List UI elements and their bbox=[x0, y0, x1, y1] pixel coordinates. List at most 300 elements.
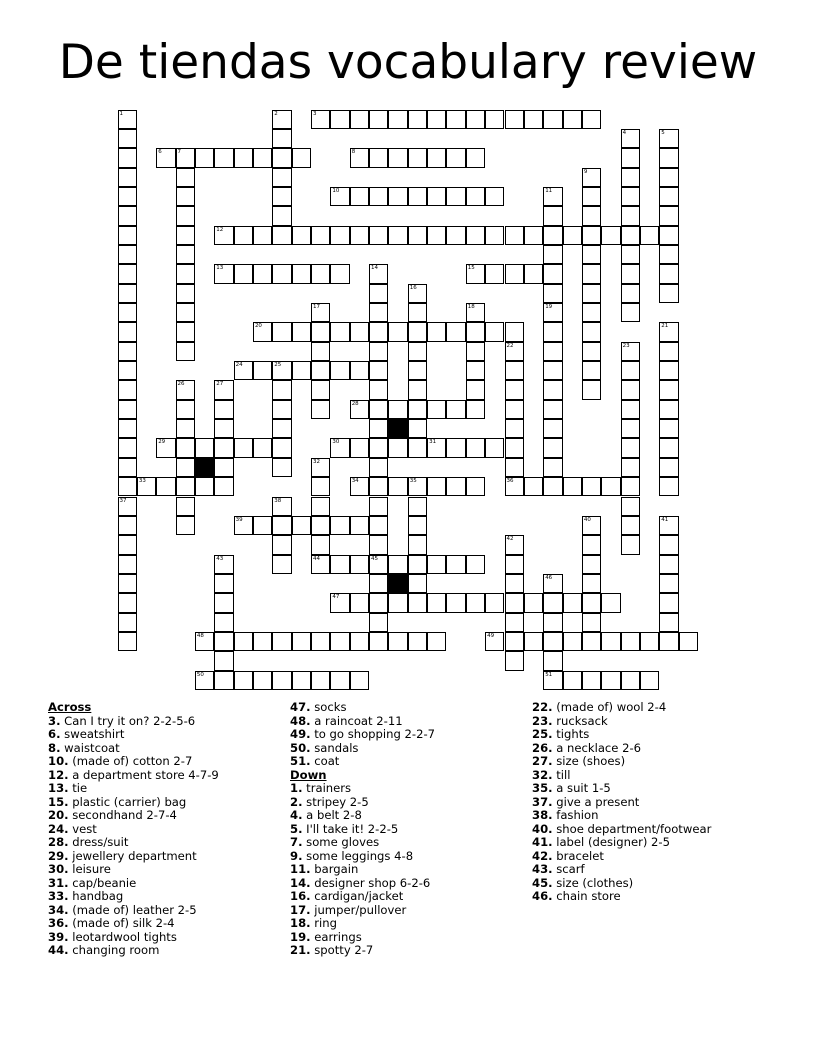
grid-cell[interactable] bbox=[253, 671, 272, 690]
grid-cell[interactable] bbox=[408, 574, 427, 593]
grid-cell[interactable] bbox=[505, 477, 524, 496]
grid-cell[interactable] bbox=[272, 458, 291, 477]
grid-cell[interactable] bbox=[408, 226, 427, 245]
grid-cell[interactable] bbox=[156, 148, 175, 167]
grid-cell[interactable] bbox=[543, 187, 562, 206]
grid-cell[interactable] bbox=[330, 516, 349, 535]
grid-cell[interactable] bbox=[272, 110, 291, 129]
grid-cell[interactable] bbox=[156, 477, 175, 496]
grid-cell[interactable] bbox=[427, 187, 446, 206]
grid-cell[interactable] bbox=[563, 632, 582, 651]
grid-cell[interactable] bbox=[621, 148, 640, 167]
grid-cell[interactable] bbox=[505, 593, 524, 612]
grid-cell[interactable] bbox=[582, 206, 601, 225]
grid-cell[interactable] bbox=[253, 632, 272, 651]
grid-cell[interactable] bbox=[408, 342, 427, 361]
grid-cell[interactable] bbox=[214, 555, 233, 574]
grid-cell[interactable] bbox=[118, 458, 137, 477]
grid-cell[interactable] bbox=[272, 129, 291, 148]
grid-cell[interactable] bbox=[408, 187, 427, 206]
grid-cell[interactable] bbox=[524, 477, 543, 496]
grid-cell[interactable] bbox=[118, 477, 137, 496]
grid-cell[interactable] bbox=[253, 148, 272, 167]
grid-cell[interactable] bbox=[505, 226, 524, 245]
grid-cell[interactable] bbox=[350, 187, 369, 206]
grid-cell[interactable] bbox=[466, 477, 485, 496]
grid-cell[interactable] bbox=[369, 593, 388, 612]
grid-cell[interactable] bbox=[234, 516, 253, 535]
grid-cell[interactable] bbox=[543, 632, 562, 651]
grid-cell[interactable] bbox=[118, 245, 137, 264]
grid-cell[interactable] bbox=[234, 438, 253, 457]
grid-cell[interactable] bbox=[640, 632, 659, 651]
grid-cell[interactable] bbox=[408, 593, 427, 612]
grid-cell[interactable] bbox=[582, 342, 601, 361]
grid-cell[interactable] bbox=[659, 477, 678, 496]
grid-cell[interactable] bbox=[388, 400, 407, 419]
grid-cell[interactable] bbox=[234, 226, 253, 245]
grid-cell[interactable] bbox=[582, 264, 601, 283]
grid-cell[interactable] bbox=[485, 264, 504, 283]
grid-cell[interactable] bbox=[369, 477, 388, 496]
grid-cell[interactable] bbox=[621, 477, 640, 496]
grid-cell[interactable] bbox=[582, 555, 601, 574]
grid-cell[interactable] bbox=[369, 555, 388, 574]
grid-cell[interactable] bbox=[234, 671, 253, 690]
grid-cell[interactable] bbox=[176, 206, 195, 225]
grid-cell[interactable] bbox=[214, 651, 233, 670]
grid-cell[interactable] bbox=[659, 187, 678, 206]
grid-cell[interactable] bbox=[582, 516, 601, 535]
grid-cell[interactable] bbox=[118, 613, 137, 632]
grid-cell[interactable] bbox=[214, 632, 233, 651]
grid-cell[interactable] bbox=[253, 226, 272, 245]
grid-cell[interactable] bbox=[466, 148, 485, 167]
grid-cell[interactable] bbox=[621, 380, 640, 399]
grid-cell[interactable] bbox=[621, 264, 640, 283]
grid-cell[interactable] bbox=[272, 438, 291, 457]
grid-cell[interactable] bbox=[621, 245, 640, 264]
grid-cell[interactable] bbox=[621, 168, 640, 187]
grid-cell[interactable] bbox=[543, 477, 562, 496]
grid-cell[interactable] bbox=[427, 322, 446, 341]
grid-cell[interactable] bbox=[272, 632, 291, 651]
grid-cell[interactable] bbox=[659, 438, 678, 457]
grid-cell[interactable] bbox=[137, 477, 156, 496]
grid-cell[interactable] bbox=[118, 110, 137, 129]
grid-cell[interactable] bbox=[446, 322, 465, 341]
grid-cell[interactable] bbox=[176, 458, 195, 477]
grid-cell[interactable] bbox=[524, 593, 543, 612]
grid-cell[interactable] bbox=[582, 361, 601, 380]
grid-cell[interactable] bbox=[118, 361, 137, 380]
grid-cell[interactable] bbox=[621, 671, 640, 690]
grid-cell[interactable] bbox=[330, 671, 349, 690]
grid-cell[interactable] bbox=[292, 632, 311, 651]
grid-cell[interactable] bbox=[195, 477, 214, 496]
grid-cell[interactable] bbox=[176, 264, 195, 283]
grid-cell[interactable] bbox=[582, 574, 601, 593]
grid-cell[interactable] bbox=[485, 110, 504, 129]
grid-cell[interactable] bbox=[408, 284, 427, 303]
grid-cell[interactable] bbox=[388, 110, 407, 129]
grid-cell[interactable] bbox=[427, 593, 446, 612]
grid-cell[interactable] bbox=[118, 342, 137, 361]
grid-cell[interactable] bbox=[563, 226, 582, 245]
grid-cell[interactable] bbox=[621, 361, 640, 380]
grid-cell[interactable] bbox=[118, 303, 137, 322]
grid-cell[interactable] bbox=[311, 497, 330, 516]
grid-cell[interactable] bbox=[659, 458, 678, 477]
grid-cell[interactable] bbox=[505, 651, 524, 670]
grid-cell[interactable] bbox=[369, 187, 388, 206]
grid-cell[interactable] bbox=[118, 574, 137, 593]
grid-cell[interactable] bbox=[118, 555, 137, 574]
grid-cell[interactable] bbox=[446, 110, 465, 129]
grid-cell[interactable] bbox=[369, 438, 388, 457]
grid-cell[interactable] bbox=[640, 671, 659, 690]
grid-cell[interactable] bbox=[543, 226, 562, 245]
grid-cell[interactable] bbox=[118, 438, 137, 457]
grid-cell[interactable] bbox=[311, 380, 330, 399]
grid-cell[interactable] bbox=[505, 458, 524, 477]
grid-cell[interactable] bbox=[659, 593, 678, 612]
grid-cell[interactable] bbox=[350, 671, 369, 690]
grid-cell[interactable] bbox=[253, 264, 272, 283]
grid-cell[interactable] bbox=[330, 264, 349, 283]
grid-cell[interactable] bbox=[330, 632, 349, 651]
grid-cell[interactable] bbox=[292, 361, 311, 380]
grid-cell[interactable] bbox=[350, 593, 369, 612]
grid-cell[interactable] bbox=[659, 400, 678, 419]
grid-cell[interactable] bbox=[485, 322, 504, 341]
grid-cell[interactable] bbox=[369, 342, 388, 361]
grid-cell[interactable] bbox=[388, 477, 407, 496]
grid-cell[interactable] bbox=[330, 110, 349, 129]
grid-cell[interactable] bbox=[427, 477, 446, 496]
grid-cell[interactable] bbox=[466, 380, 485, 399]
grid-cell[interactable] bbox=[388, 438, 407, 457]
grid-cell[interactable] bbox=[466, 342, 485, 361]
grid-cell[interactable] bbox=[466, 110, 485, 129]
grid-cell[interactable] bbox=[176, 400, 195, 419]
grid-cell[interactable] bbox=[118, 322, 137, 341]
grid-cell[interactable] bbox=[524, 110, 543, 129]
grid-cell[interactable] bbox=[176, 342, 195, 361]
grid-cell[interactable] bbox=[272, 148, 291, 167]
grid-cell[interactable] bbox=[214, 226, 233, 245]
grid-cell[interactable] bbox=[446, 593, 465, 612]
grid-cell[interactable] bbox=[311, 110, 330, 129]
grid-cell[interactable] bbox=[253, 516, 272, 535]
grid-cell[interactable] bbox=[659, 632, 678, 651]
grid-cell[interactable] bbox=[330, 438, 349, 457]
grid-cell[interactable] bbox=[659, 380, 678, 399]
grid-cell[interactable] bbox=[311, 322, 330, 341]
grid-cell[interactable] bbox=[659, 264, 678, 283]
grid-cell[interactable] bbox=[505, 419, 524, 438]
grid-cell[interactable] bbox=[408, 380, 427, 399]
grid-cell[interactable] bbox=[118, 284, 137, 303]
grid-cell[interactable] bbox=[272, 380, 291, 399]
grid-cell[interactable] bbox=[118, 400, 137, 419]
grid-cell[interactable] bbox=[601, 477, 620, 496]
grid-cell[interactable] bbox=[659, 168, 678, 187]
grid-cell[interactable] bbox=[369, 497, 388, 516]
grid-cell[interactable] bbox=[601, 671, 620, 690]
grid-cell[interactable] bbox=[176, 438, 195, 457]
grid-cell[interactable] bbox=[369, 303, 388, 322]
grid-cell[interactable] bbox=[427, 400, 446, 419]
grid-cell[interactable] bbox=[330, 187, 349, 206]
grid-cell[interactable] bbox=[176, 380, 195, 399]
grid-cell[interactable] bbox=[176, 322, 195, 341]
grid-cell[interactable] bbox=[272, 535, 291, 554]
grid-cell[interactable] bbox=[292, 226, 311, 245]
grid-cell[interactable] bbox=[427, 632, 446, 651]
grid-cell[interactable] bbox=[272, 555, 291, 574]
grid-cell[interactable] bbox=[311, 516, 330, 535]
grid-cell[interactable] bbox=[621, 516, 640, 535]
grid-cell[interactable] bbox=[621, 438, 640, 457]
grid-cell[interactable] bbox=[582, 226, 601, 245]
grid-cell[interactable] bbox=[388, 593, 407, 612]
grid-cell[interactable] bbox=[543, 342, 562, 361]
grid-cell[interactable] bbox=[466, 264, 485, 283]
grid-cell[interactable] bbox=[176, 168, 195, 187]
grid-cell[interactable] bbox=[118, 535, 137, 554]
grid-cell[interactable] bbox=[408, 110, 427, 129]
grid-cell[interactable] bbox=[176, 187, 195, 206]
grid-cell[interactable] bbox=[272, 419, 291, 438]
grid-cell[interactable] bbox=[505, 535, 524, 554]
grid-cell[interactable] bbox=[563, 110, 582, 129]
grid-cell[interactable] bbox=[330, 361, 349, 380]
grid-cell[interactable] bbox=[408, 400, 427, 419]
grid-cell[interactable] bbox=[350, 110, 369, 129]
grid-cell[interactable] bbox=[350, 555, 369, 574]
grid-cell[interactable] bbox=[388, 148, 407, 167]
grid-cell[interactable] bbox=[446, 226, 465, 245]
grid-cell[interactable] bbox=[214, 148, 233, 167]
grid-cell[interactable] bbox=[272, 361, 291, 380]
grid-cell[interactable] bbox=[176, 516, 195, 535]
grid-cell[interactable] bbox=[485, 438, 504, 457]
grid-cell[interactable] bbox=[543, 245, 562, 264]
grid-cell[interactable] bbox=[350, 477, 369, 496]
grid-cell[interactable] bbox=[505, 555, 524, 574]
grid-cell[interactable] bbox=[330, 226, 349, 245]
grid-cell[interactable] bbox=[408, 361, 427, 380]
grid-cell[interactable] bbox=[659, 361, 678, 380]
grid-cell[interactable] bbox=[621, 458, 640, 477]
grid-cell[interactable] bbox=[214, 380, 233, 399]
grid-cell[interactable] bbox=[292, 516, 311, 535]
grid-cell[interactable] bbox=[543, 361, 562, 380]
grid-cell[interactable] bbox=[640, 226, 659, 245]
grid-cell[interactable] bbox=[369, 110, 388, 129]
grid-cell[interactable] bbox=[118, 226, 137, 245]
grid-cell[interactable] bbox=[234, 361, 253, 380]
grid-cell[interactable] bbox=[505, 322, 524, 341]
grid-cell[interactable] bbox=[408, 322, 427, 341]
grid-cell[interactable] bbox=[543, 574, 562, 593]
grid-cell[interactable] bbox=[621, 632, 640, 651]
grid-cell[interactable] bbox=[505, 110, 524, 129]
grid-cell[interactable] bbox=[408, 419, 427, 438]
grid-cell[interactable] bbox=[118, 129, 137, 148]
grid-cell[interactable] bbox=[350, 226, 369, 245]
grid-cell[interactable] bbox=[543, 264, 562, 283]
grid-cell[interactable] bbox=[543, 400, 562, 419]
grid-cell[interactable] bbox=[350, 632, 369, 651]
grid-cell[interactable] bbox=[350, 400, 369, 419]
grid-cell[interactable] bbox=[311, 400, 330, 419]
grid-cell[interactable] bbox=[388, 322, 407, 341]
grid-cell[interactable] bbox=[408, 516, 427, 535]
grid-cell[interactable] bbox=[543, 438, 562, 457]
grid-cell[interactable] bbox=[311, 555, 330, 574]
grid-cell[interactable] bbox=[427, 148, 446, 167]
grid-cell[interactable] bbox=[543, 458, 562, 477]
grid-cell[interactable] bbox=[176, 148, 195, 167]
grid-cell[interactable] bbox=[369, 574, 388, 593]
grid-cell[interactable] bbox=[195, 632, 214, 651]
grid-cell[interactable] bbox=[350, 322, 369, 341]
grid-cell[interactable] bbox=[292, 264, 311, 283]
grid-cell[interactable] bbox=[621, 226, 640, 245]
grid-cell[interactable] bbox=[621, 497, 640, 516]
grid-cell[interactable] bbox=[485, 632, 504, 651]
grid-cell[interactable] bbox=[272, 206, 291, 225]
grid-cell[interactable] bbox=[408, 535, 427, 554]
grid-cell[interactable] bbox=[659, 613, 678, 632]
grid-cell[interactable] bbox=[659, 535, 678, 554]
grid-cell[interactable] bbox=[427, 110, 446, 129]
grid-cell[interactable] bbox=[369, 380, 388, 399]
grid-cell[interactable] bbox=[253, 361, 272, 380]
grid-cell[interactable] bbox=[659, 206, 678, 225]
grid-cell[interactable] bbox=[621, 129, 640, 148]
grid-cell[interactable] bbox=[350, 361, 369, 380]
grid-cell[interactable] bbox=[582, 245, 601, 264]
grid-cell[interactable] bbox=[176, 303, 195, 322]
grid-cell[interactable] bbox=[311, 458, 330, 477]
grid-cell[interactable] bbox=[272, 168, 291, 187]
grid-cell[interactable] bbox=[369, 632, 388, 651]
grid-cell[interactable] bbox=[582, 110, 601, 129]
grid-cell[interactable] bbox=[505, 438, 524, 457]
grid-cell[interactable] bbox=[388, 226, 407, 245]
grid-cell[interactable] bbox=[214, 458, 233, 477]
grid-cell[interactable] bbox=[659, 322, 678, 341]
grid-cell[interactable] bbox=[621, 342, 640, 361]
grid-cell[interactable] bbox=[369, 458, 388, 477]
grid-cell[interactable] bbox=[466, 322, 485, 341]
grid-cell[interactable] bbox=[659, 226, 678, 245]
grid-cell[interactable] bbox=[118, 264, 137, 283]
grid-cell[interactable] bbox=[505, 400, 524, 419]
grid-cell[interactable] bbox=[485, 593, 504, 612]
grid-cell[interactable] bbox=[543, 419, 562, 438]
grid-cell[interactable] bbox=[350, 516, 369, 535]
grid-cell[interactable] bbox=[350, 148, 369, 167]
grid-cell[interactable] bbox=[659, 574, 678, 593]
grid-cell[interactable] bbox=[118, 593, 137, 612]
grid-cell[interactable] bbox=[369, 148, 388, 167]
grid-cell[interactable] bbox=[543, 593, 562, 612]
grid-cell[interactable] bbox=[582, 477, 601, 496]
grid-cell[interactable] bbox=[446, 148, 465, 167]
grid-cell[interactable] bbox=[446, 555, 465, 574]
grid-cell[interactable] bbox=[446, 400, 465, 419]
grid-cell[interactable] bbox=[369, 361, 388, 380]
grid-cell[interactable] bbox=[582, 613, 601, 632]
grid-cell[interactable] bbox=[563, 593, 582, 612]
grid-cell[interactable] bbox=[543, 206, 562, 225]
grid-cell[interactable] bbox=[253, 438, 272, 457]
grid-cell[interactable] bbox=[582, 168, 601, 187]
grid-cell[interactable] bbox=[466, 593, 485, 612]
grid-cell[interactable] bbox=[330, 555, 349, 574]
grid-cell[interactable] bbox=[118, 632, 137, 651]
grid-cell[interactable] bbox=[369, 264, 388, 283]
grid-cell[interactable] bbox=[408, 497, 427, 516]
grid-cell[interactable] bbox=[195, 148, 214, 167]
grid-cell[interactable] bbox=[195, 671, 214, 690]
grid-cell[interactable] bbox=[582, 303, 601, 322]
grid-cell[interactable] bbox=[659, 245, 678, 264]
grid-cell[interactable] bbox=[621, 400, 640, 419]
grid-cell[interactable] bbox=[311, 226, 330, 245]
grid-cell[interactable] bbox=[214, 477, 233, 496]
grid-cell[interactable] bbox=[369, 535, 388, 554]
grid-cell[interactable] bbox=[292, 148, 311, 167]
grid-cell[interactable] bbox=[408, 632, 427, 651]
grid-cell[interactable] bbox=[659, 129, 678, 148]
grid-cell[interactable] bbox=[601, 632, 620, 651]
grid-cell[interactable] bbox=[524, 226, 543, 245]
grid-cell[interactable] bbox=[176, 284, 195, 303]
grid-cell[interactable] bbox=[176, 226, 195, 245]
grid-cell[interactable] bbox=[659, 284, 678, 303]
grid-cell[interactable] bbox=[234, 632, 253, 651]
grid-cell[interactable] bbox=[272, 671, 291, 690]
grid-cell[interactable] bbox=[118, 380, 137, 399]
grid-cell[interactable] bbox=[543, 110, 562, 129]
grid-cell[interactable] bbox=[272, 187, 291, 206]
grid-cell[interactable] bbox=[253, 322, 272, 341]
grid-cell[interactable] bbox=[621, 187, 640, 206]
grid-cell[interactable] bbox=[582, 187, 601, 206]
grid-cell[interactable] bbox=[311, 535, 330, 554]
grid-cell[interactable] bbox=[582, 322, 601, 341]
grid-cell[interactable] bbox=[524, 632, 543, 651]
grid-cell[interactable] bbox=[369, 322, 388, 341]
grid-cell[interactable] bbox=[311, 361, 330, 380]
grid-cell[interactable] bbox=[369, 284, 388, 303]
grid-cell[interactable] bbox=[543, 651, 562, 670]
grid-cell[interactable] bbox=[582, 284, 601, 303]
grid-cell[interactable] bbox=[388, 555, 407, 574]
grid-cell[interactable] bbox=[388, 187, 407, 206]
grid-cell[interactable] bbox=[505, 380, 524, 399]
grid-cell[interactable] bbox=[408, 148, 427, 167]
grid-cell[interactable] bbox=[388, 632, 407, 651]
grid-cell[interactable] bbox=[543, 613, 562, 632]
grid-cell[interactable] bbox=[505, 632, 524, 651]
grid-cell[interactable] bbox=[505, 361, 524, 380]
